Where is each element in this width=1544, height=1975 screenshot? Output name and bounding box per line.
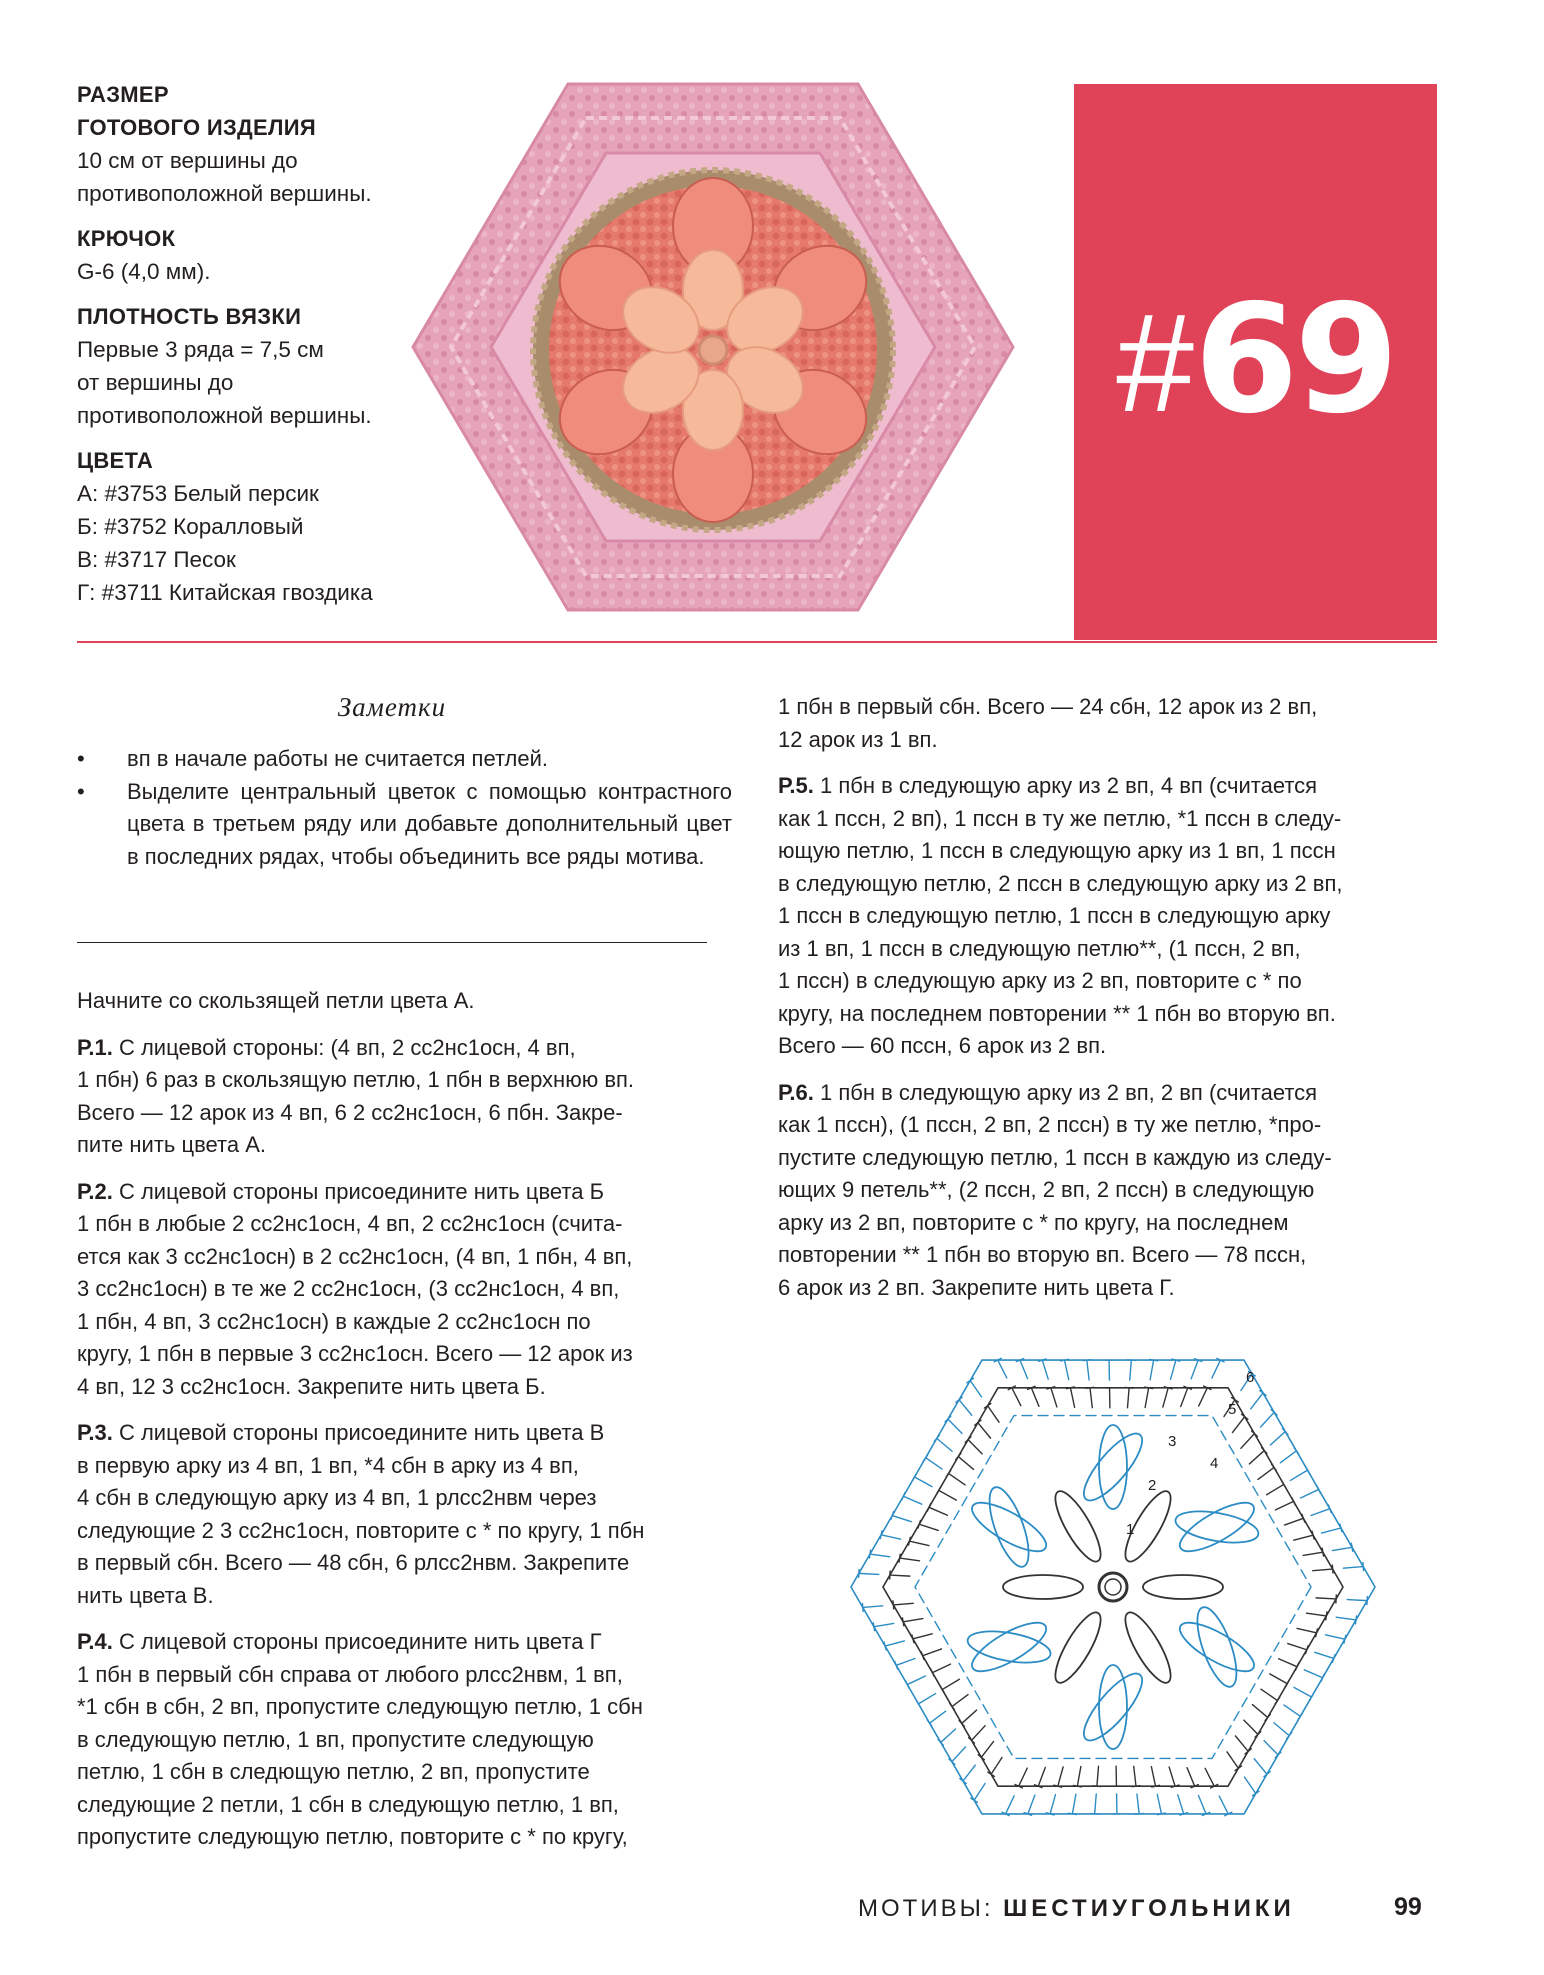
row-1-petal	[1048, 1607, 1109, 1688]
row-5-ring-stitch	[890, 1575, 910, 1576]
row-6-ring-stitch	[1261, 1412, 1275, 1427]
row-5-ring-stitch-top	[1282, 1481, 1286, 1488]
instructions-left	[77, 985, 737, 1868]
row-5-ring-stitch	[1199, 1388, 1208, 1406]
row-5-ring-stitch	[929, 1507, 947, 1515]
gauge-heading: ПЛОТНОСТЬ ВЯЗКИ	[77, 304, 302, 329]
row-6-ring-stitch	[1198, 1795, 1206, 1814]
row-6-ring-stitch-top	[923, 1454, 928, 1461]
row-5-ring-stitch	[991, 1757, 1002, 1774]
row-5-ring-stitch	[913, 1634, 932, 1639]
row-6-ring-stitch	[870, 1554, 890, 1557]
row-5-ring-stitch	[1241, 1434, 1255, 1449]
row-6-ring-stitch-top	[1091, 1814, 1099, 1815]
row-5-ring-stitch	[978, 1423, 991, 1438]
hook-heading: КРЮЧОК	[77, 226, 176, 251]
row-5-ring-stitch-top	[1093, 1786, 1101, 1787]
row-6-ring-stitch	[1332, 1547, 1352, 1550]
gauge-text: от вершины до	[77, 370, 234, 395]
hook-text: G-6 (4,0 мм).	[77, 259, 211, 284]
row-6-ring-stitch	[948, 1419, 962, 1433]
row-5-ring-stitch	[1270, 1674, 1287, 1684]
row-3: Р.3. С лицевой стороны присоедините нить цвета В в первую арку из 4 вп, 1 вп, *4 сбн в арку из 4 вп, 4 сбн в следующую арку из 4 вп, 1 рлсс2нвм через следующие 2 3 сс2нс1осн, повторите с * по кругу, 1 пбн в первый сбн. Всего — 48 сбн, 6 рлсс2нвм. Закрепите нить цвета В.	[77, 1420, 645, 1608]
row-5-ring-stitch-top	[1322, 1548, 1323, 1556]
row-6-ring-stitch	[892, 1516, 911, 1522]
row-3-cluster-left	[1174, 1494, 1261, 1560]
magic-ring-inner	[1105, 1579, 1121, 1595]
row-5-ring-stitch	[981, 1741, 993, 1757]
row-6-ring-stitch	[1347, 1600, 1367, 1601]
row-6-ring-stitch-top	[927, 1720, 932, 1726]
notes-divider	[77, 942, 707, 943]
row-6-ring-stitch	[952, 1747, 966, 1762]
row-6-ring-stitch	[1065, 1360, 1069, 1380]
row-5-ring-stitch	[968, 1440, 982, 1454]
row-5-ring-stitch	[1097, 1766, 1099, 1786]
row-5-ring-stitch	[1205, 1768, 1214, 1786]
row-5-ring-stitch	[903, 1619, 923, 1622]
row-6-ring-stitch	[1050, 1795, 1055, 1814]
row-3-cluster-right	[982, 1483, 1037, 1572]
row-5-ring-stitch	[1134, 1766, 1136, 1786]
row-6-ring-stitch-top	[862, 1603, 863, 1611]
row-6-ring-stitch-top	[884, 1642, 886, 1650]
row-6-ring-stitch	[1270, 1432, 1285, 1445]
row-6-ring-stitch	[1157, 1794, 1161, 1814]
row-6-ring-stitch-top	[873, 1623, 874, 1631]
row-5-ring-stitch	[932, 1664, 950, 1673]
row-5-ring-stitch-top	[1312, 1531, 1314, 1539]
row-6-ring-stitch	[896, 1658, 915, 1665]
row-6-ring-stitch	[1130, 1360, 1132, 1380]
row-5-ring-stitch-top	[1326, 1612, 1327, 1620]
row-6-ring-stitch-top	[1355, 1616, 1356, 1624]
row-5-ring-stitch-top	[893, 1601, 894, 1609]
row-3-cluster-right	[1075, 1666, 1150, 1748]
row-6-ring-stitch	[930, 1711, 946, 1723]
row-6-ring-stitch-top	[960, 1779, 966, 1784]
row-6-ring-stitch	[998, 1360, 1007, 1378]
row-6-ring-stitch	[1304, 1670, 1322, 1678]
row-5-ring-stitch	[1252, 1705, 1267, 1718]
row-6-ring-stitch	[1251, 1393, 1263, 1409]
row-5-ring-stitch	[942, 1679, 959, 1689]
row-5-ring-stitch-top	[899, 1554, 900, 1562]
row-6-ring-stitch	[874, 1623, 894, 1626]
row-5-ring-stitch	[972, 1726, 986, 1741]
row-6-ring-stitch	[1301, 1489, 1319, 1498]
row-5-ring-stitch-top	[1316, 1629, 1318, 1637]
row-6-ring-stitch	[1322, 1528, 1341, 1533]
row-5-ring-stitch	[1151, 1767, 1155, 1787]
row-5-ring-stitch-top	[909, 1537, 911, 1545]
row-5-ring-stitch	[1285, 1518, 1304, 1525]
row-5-ring-stitch-top	[912, 1635, 914, 1643]
row-5-ring-stitch	[949, 1473, 965, 1484]
row-6-ring-stitch	[1042, 1360, 1048, 1379]
note-item: • Выделите центральный цветок с помощью контрастного цвета в третьем ряду или добавьте дополнительный цвет в последних рядах, чтобы объединить все ряды мотива.	[77, 776, 732, 874]
motif-photo	[408, 78, 1016, 616]
row-5-ring-stitch	[1303, 1552, 1323, 1555]
row-5-ring-stitch	[1313, 1569, 1333, 1571]
row-3-cluster-left	[1099, 1665, 1127, 1749]
row-5-ring-stitch-top	[1332, 1565, 1333, 1573]
row-6-ring-stitch	[1171, 1360, 1176, 1379]
row-5: Р.5. 1 пбн в следующую арку из 2 вп, 4 вп (считается как 1 пссн, 2 вп), 1 пссн в ту же петлю, *1 пссн в следу- ющую петлю, 1 пссн в следующую арку из 1 вп, 1 пссн в следующую петлю, 2 пссн в следующую арку из 2 вп, 1 пссн в следующую петлю, 1 пссн в следующую арку из 1 вп, 1 пссн в следующую петлю**, (1 пссн, 2 вп, 1 пссн) в следующую арку из 2 вп, повторите с * по кругу, на последнем повторении ** 1 пбн во вторую вп. Всего — 60 пссн, 6 арок из 2 вп.	[778, 773, 1343, 1058]
row-6-ring-stitch	[1020, 1360, 1028, 1379]
row-5-ring-stitch	[1249, 1451, 1264, 1464]
row-5-ring-stitch	[909, 1541, 929, 1545]
row-6-ring-stitch	[974, 1784, 985, 1801]
row-5-ring-stitch	[1275, 1501, 1293, 1510]
row-6-ring-stitch	[959, 1400, 972, 1415]
gauge-text: Первые 3 ряда = 7,5 см	[77, 337, 324, 362]
row-number-5: 5	[1228, 1401, 1237, 1418]
row-6-ring-stitch	[1264, 1741, 1278, 1755]
row-5-ring-stitch-top	[1272, 1464, 1277, 1470]
row-2: Р.2. С лицевой стороны присоедините нить цвета Б 1 пбн в любые 2 сс2нс1осн, 4 вп, 2 сс2нс1осн (счита- ется как 3 сс2нс1осн) в 2 сс2нс1осн, (4 вп, 1 пбн, 4 вп, 3 сс2нс1осн) в те же 2 сс2нс1осн, (3 сс2нс1осн, 4 вп, 1 пбн, 4 вп, 3 сс2нс1осн) в каждые 2 сс2нс1осн по кругу, 1 пбн в первые 3 сс2нс1осн. Всего — 12 арок из 4 вп, 12 3 сс2нс1осн. Закрепите нить цвета Б.	[77, 1178, 633, 1399]
row-5-ring-stitch	[1019, 1768, 1028, 1786]
row-6-ring-stitch	[859, 1573, 879, 1574]
row-4-chain	[915, 1416, 1311, 1759]
footer-chapter: ШЕСТИУГОЛЬНИКИ	[1003, 1895, 1295, 1922]
row-6-ring-stitch	[1290, 1470, 1307, 1480]
row-5-ring-stitch	[1307, 1613, 1327, 1616]
footer-section: МОТИВЫ: ШЕСТИУГОЛЬНИКИ	[858, 1895, 1295, 1922]
color-item: Г: #3711 Китайская гвоздика	[77, 580, 373, 605]
note-item: • вп в начале работы не считается петлей.	[77, 743, 732, 776]
color-item: Б: #3752 Коралловый	[77, 514, 304, 539]
row-3-cluster-right	[1189, 1603, 1244, 1692]
color-item: В: #3717 Песок	[77, 547, 236, 572]
row-6-ring-stitch	[1191, 1360, 1198, 1379]
gauge-text: противоположной вершины.	[77, 403, 372, 428]
bullet-icon: •	[77, 746, 85, 771]
row-5-ring-stitch	[958, 1457, 973, 1470]
row-6-ring-stitch	[1212, 1360, 1221, 1378]
colors-heading: ЦВЕТА	[77, 448, 154, 473]
row-5-ring-stitch	[893, 1603, 913, 1605]
row-number-2: 2	[1148, 1477, 1157, 1494]
size-heading: РАЗМЕР ГОТОВОГО ИЗДЕЛИЯ	[77, 82, 316, 140]
row-5-ring-stitch	[1316, 1598, 1336, 1599]
row-1-petal	[1143, 1575, 1223, 1599]
row-6-ring-stitch	[1178, 1795, 1184, 1814]
badge-hash: #	[1116, 284, 1195, 441]
row-label: Р.4.	[77, 1629, 113, 1654]
row-1: Р.1. С лицевой стороны: (4 вп, 2 сс2нс1осн, 4 вп, 1 пбн) 6 раз в скользящую петлю, 1 пбн в верхнюю вп. Всего — 12 арок из 4 вп, 6 2 сс2нс1осн, 6 пбн. Закре- пите нить цвета А.	[77, 1034, 635, 1157]
magic-ring	[1099, 1573, 1127, 1601]
row-6-ring-stitch-top	[1298, 1713, 1303, 1720]
row-5-ring-stitch	[1294, 1535, 1313, 1540]
row-5-ring-stitch	[1279, 1659, 1297, 1667]
row-5-ring-stitch	[1258, 1467, 1274, 1479]
row-5-ring-stitch	[1058, 1767, 1063, 1786]
row-6-ring-stitch-top	[1305, 1467, 1309, 1474]
row-6-ring-stitch-top	[1294, 1448, 1299, 1454]
row-5-ring-stitch	[1297, 1628, 1317, 1632]
row-5-ring-stitch	[1127, 1388, 1129, 1408]
row-6-ring-stitch	[915, 1477, 932, 1487]
row-5-ring-stitch	[1244, 1720, 1258, 1734]
row-6-ring-stitch	[1325, 1635, 1345, 1639]
row-5-ring-stitch	[1077, 1766, 1081, 1786]
row-6-ring-stitch	[1294, 1687, 1311, 1697]
page-number: 99	[1394, 1893, 1422, 1921]
notes-list	[77, 743, 732, 873]
row-5-ring-stitch	[919, 1524, 938, 1530]
row-6-ring	[851, 1360, 1375, 1814]
row-5-ring-stitch	[962, 1710, 977, 1723]
row-5-ring-stitch	[1187, 1768, 1195, 1787]
size-text: 10 см от вершины до	[77, 148, 298, 173]
row-5-ring-stitch-top	[1086, 1387, 1094, 1388]
instructions-right	[778, 691, 1438, 1318]
row-3-cluster-left	[966, 1494, 1053, 1560]
row-5-ring-stitch	[1012, 1388, 1021, 1406]
row-6-ring-stitch	[1087, 1360, 1089, 1380]
row-4-continued: 1 пбн в первый сбн. Всего — 24 сбн, 12 арок из 2 вп, 12 арок из 1 вп.	[778, 694, 1318, 752]
row-5-ring-stitch	[923, 1649, 942, 1656]
row-6-ring-stitch	[1336, 1617, 1356, 1620]
row-6-ring-stitch-top	[1135, 1813, 1143, 1814]
row-5-ring-stitch	[1235, 1736, 1248, 1751]
row-5-ring-stitch	[988, 1406, 999, 1422]
row-5-ring-stitch	[1288, 1644, 1307, 1650]
row-6-ring-stitch	[970, 1381, 981, 1397]
row-number-4: 4	[1210, 1455, 1219, 1472]
row-6-ring-stitch	[926, 1458, 942, 1469]
row-5-ring-stitch-top	[940, 1686, 944, 1693]
row-5-ring-stitch-top	[902, 1618, 903, 1626]
row-6-ring-stitch	[1311, 1509, 1330, 1516]
row-6-ring-stitch	[881, 1535, 901, 1539]
row-6-ring-stitch	[863, 1606, 883, 1608]
row-6-ring-stitch	[1219, 1796, 1228, 1814]
specs-block	[77, 78, 437, 609]
row-5-ring-stitch	[1038, 1767, 1045, 1786]
row-6-ring-stitch	[1315, 1652, 1334, 1658]
intro-text: Начните со скользящей петли цвета А.	[77, 988, 475, 1013]
row-4: Р.4. С лицевой стороны присоедините нить цвета Г 1 пбн в первый сбн справа от любого рлсс2нвм, 1 вп, *1 сбн в сбн, 2 вп, пропустите следующую петлю, 1 сбн в следующую петлю, 1 вп, пропустите следующую петлю, 1 сбн в следющую петлю, 2 вп, пропустите следующие 2 петли, 1 сбн в следующую петлю, 1 вп, пропустите следующую петлю, повторите с * по кругу,	[77, 1629, 643, 1849]
row-6-ring-stitch	[1137, 1794, 1139, 1814]
row-6-ring-stitch	[1095, 1794, 1097, 1814]
row-6-ring-stitch-top	[869, 1550, 870, 1558]
row-label: Р.5.	[778, 773, 814, 798]
row-5-ring-stitch	[1070, 1388, 1074, 1408]
color-item: А: #3753 Белый персик	[77, 481, 319, 506]
row-number-1: 1	[1126, 1521, 1135, 1538]
row-5-ring-stitch	[1261, 1689, 1277, 1700]
row-6-ring-stitch	[1284, 1705, 1300, 1716]
row-6-ring-stitch	[907, 1676, 925, 1685]
row-label: Р.2.	[77, 1178, 113, 1204]
row-6-ring-stitch	[1244, 1777, 1255, 1793]
size-text: противоположной вершины.	[77, 181, 372, 206]
row-6-ring-stitch	[941, 1729, 956, 1742]
row-3-cluster-right	[1075, 1426, 1150, 1508]
row-6-ring-stitch-top	[1127, 1360, 1135, 1361]
badge-number: 69	[1194, 273, 1395, 447]
row-6-ring-stitch	[1028, 1795, 1035, 1814]
row-5-ring-stitch	[1090, 1388, 1092, 1408]
row-6: Р.6. 1 пбн в следующую арку из 2 вп, 2 вп (считается как 1 пссн), (1 пссн, 2 вп, 2 пссн) в ту же петлю, *про- пустите следующую петлю, 1 пссн в каждую из следу- ющих 9 петель**, (2 пссн, 2 вп, 2 пссн) в следующую арку из 2 вп, повторите с * по кругу, на последнем повторении ** 1 пбн во вторую вп. Всего — 78 пссн, 6 арок из 2 вп. Закрепите нить цвета Г.	[778, 1079, 1332, 1300]
row-6-ring-stitch-top	[1340, 1524, 1342, 1532]
row-5-ring-stitch-top	[1132, 1786, 1140, 1787]
row-6-ring-stitch-top	[880, 1531, 882, 1539]
section-divider	[77, 641, 1437, 643]
row-label: Р.1.	[77, 1034, 113, 1060]
row-6-ring-stitch	[937, 1438, 952, 1451]
row-5-ring-stitch	[1232, 1417, 1244, 1433]
pattern-number-badge	[1074, 84, 1437, 640]
row-6-ring-stitch	[1006, 1796, 1015, 1814]
row-6-ring-stitch-top	[1083, 1360, 1091, 1361]
row-label: Р.6.	[778, 1079, 814, 1105]
row-3-cluster-left	[1174, 1614, 1261, 1680]
row-6-ring-stitch-top	[1363, 1563, 1364, 1571]
row-6-ring-stitch-top	[1260, 1391, 1266, 1396]
row-6-ring-stitch	[1072, 1794, 1076, 1814]
row-5-ring-stitch	[1163, 1388, 1168, 1407]
row-5-ring-stitch	[1031, 1388, 1039, 1407]
row-5-ring-stitch	[952, 1695, 968, 1707]
row-5-ring-stitch	[1181, 1388, 1188, 1407]
row-5-ring-stitch	[1227, 1752, 1238, 1768]
row-6-ring-stitch	[1280, 1451, 1296, 1463]
row-6-ring-stitch	[903, 1496, 921, 1504]
row-1-petal	[1003, 1575, 1083, 1599]
row-5-ring-stitch	[1145, 1388, 1149, 1408]
row-3-cluster-left	[966, 1614, 1053, 1680]
crochet-diagram	[818, 1322, 1408, 1852]
row-6-ring-stitch	[1150, 1360, 1154, 1380]
row-6-ring-stitch	[885, 1641, 904, 1646]
row-5-ring-stitch-top	[1125, 1387, 1133, 1388]
row-number-6: 6	[1246, 1369, 1255, 1386]
row-5-ring-stitch-top	[946, 1470, 951, 1477]
notes-title: Заметки	[337, 692, 447, 722]
row-6-ring-stitch	[963, 1765, 975, 1781]
row-3-cluster-left	[1099, 1425, 1127, 1509]
row-label: Р.3.	[77, 1420, 113, 1445]
row-5-ring-stitch-top	[1275, 1697, 1280, 1704]
row-6-ring-stitch	[1254, 1759, 1267, 1774]
row-5-ring-stitch	[900, 1558, 920, 1561]
row-6-ring-stitch	[918, 1694, 935, 1704]
row-5-ring-stitch-top	[978, 1755, 984, 1760]
row-5-ring-stitch-top	[950, 1703, 955, 1709]
row-6-ring-stitch-top	[1344, 1635, 1346, 1643]
row-6-ring-stitch	[1274, 1723, 1289, 1736]
row-3-cluster-right	[1173, 1506, 1261, 1548]
bullet-icon: •	[77, 778, 85, 804]
row-5-ring-stitch	[1051, 1388, 1057, 1407]
row-5-ring-stitch-top	[1242, 1414, 1248, 1419]
row-5-ring-stitch	[939, 1490, 956, 1500]
row-6-ring-stitch-top	[1351, 1543, 1352, 1551]
row-6-ring-stitch-top	[916, 1700, 920, 1707]
row-number-3: 3	[1168, 1433, 1177, 1450]
row-3-cluster-right	[965, 1626, 1053, 1668]
row-5-ring-stitch	[1267, 1484, 1284, 1494]
row-5-ring-stitch	[1169, 1767, 1175, 1786]
row-6-ring-stitch	[1343, 1567, 1363, 1569]
